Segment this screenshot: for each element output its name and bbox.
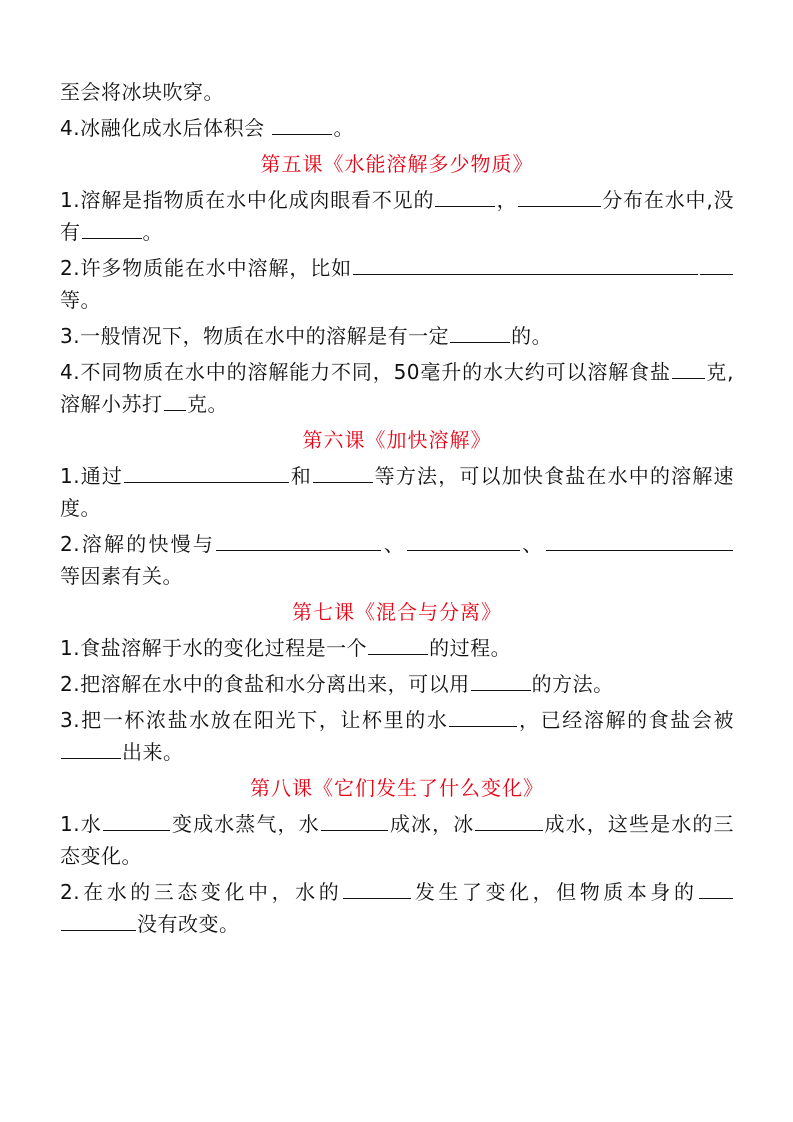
question-text [60, 460, 734, 524]
question-text [60, 76, 734, 108]
fill-blank[interactable] [321, 808, 389, 831]
text-segment: 2.把溶解在水中的食盐和水分离出来，可以用 [60, 672, 470, 696]
text-segment: 的过程。 [429, 636, 512, 660]
text-segment: 2.在水的三态变化中，水的 [60, 880, 343, 904]
question-text [60, 528, 734, 592]
fill-blank[interactable] [343, 876, 411, 899]
lesson-heading: 第六课《加快溶解》 [302, 428, 492, 452]
fill-blank[interactable] [61, 908, 136, 931]
question-text [60, 112, 734, 144]
text-segment: 变成水蒸气，水 [171, 812, 320, 836]
fill-blank[interactable] [313, 460, 373, 483]
question-text [60, 704, 734, 768]
text-segment: 3.把一杯浓盐水放在阳光下，让杯里的水 [60, 708, 449, 732]
text-segment: 、 [520, 532, 545, 556]
lesson-heading: 第七课《混合与分离》 [292, 600, 502, 624]
fill-blank[interactable] [124, 460, 289, 483]
text-segment: 的方法。 [531, 672, 614, 696]
text-segment: 发生了变化，但物质本身的 [411, 880, 698, 904]
fill-blank[interactable] [164, 388, 187, 411]
fill-blank[interactable] [103, 808, 171, 831]
question-text [60, 356, 734, 420]
fill-blank[interactable] [699, 876, 734, 899]
fill-blank[interactable] [471, 668, 531, 691]
text-segment: 成冰，冰 [389, 812, 475, 836]
text-segment: 等因素有关。 [60, 564, 183, 588]
text-segment: 成水，这些是水的三态变化。 [60, 812, 734, 868]
text-segment: 等。 [60, 288, 101, 312]
fill-blank[interactable] [368, 632, 428, 655]
text-segment: 克,溶解小苏打 [60, 360, 735, 416]
fill-blank[interactable] [546, 528, 734, 551]
question-text [60, 668, 734, 700]
text-segment: 的。 [511, 324, 553, 348]
text-segment: 1.水 [60, 812, 102, 836]
question-text [60, 184, 734, 248]
fill-blank[interactable] [700, 252, 733, 275]
text-segment: 、 [382, 532, 407, 556]
text-segment: 出来。 [122, 740, 184, 764]
text-segment: 克。 [187, 392, 228, 416]
text-segment: 等方法，可以加快食盐在水中的溶解速度。 [60, 464, 735, 520]
question-text [60, 252, 734, 316]
question-text [60, 320, 734, 352]
question-text [60, 632, 734, 664]
text-segment: 2.许多物质能在水中溶解，比如 [60, 256, 352, 280]
fill-blank[interactable] [475, 808, 543, 831]
text-segment: 4.冰融化成水后体积会 [60, 116, 272, 140]
text-segment: 4.不同物质在水中的溶解能力不同，50毫升的水大约可以溶解食盐 [60, 360, 671, 384]
fill-blank[interactable] [82, 216, 142, 239]
text-segment: 2.溶解的快慢与 [60, 532, 216, 556]
text-segment: 和 [290, 464, 312, 488]
text-segment: 1.食盐溶解于水的变化过程是一个 [60, 636, 368, 660]
fill-blank[interactable] [272, 112, 332, 135]
text-segment: 没有改变。 [137, 912, 240, 936]
lesson-heading: 第五课《水能溶解多少物质》 [260, 152, 534, 176]
text-segment: 。 [333, 116, 354, 140]
text-segment: 3.一般情况下，物质在水中的溶解是有一定 [60, 324, 450, 348]
question-text [60, 876, 734, 940]
text-segment: 至会将冰块吹穿。 [60, 80, 224, 104]
fill-blank[interactable] [672, 356, 705, 379]
fill-blank[interactable] [353, 252, 698, 275]
lesson-heading: 第八课《它们发生了什么变化》 [250, 776, 544, 800]
fill-blank[interactable] [407, 528, 520, 551]
document-page [60, 76, 734, 944]
fill-blank[interactable] [216, 528, 381, 551]
fill-blank[interactable] [450, 320, 510, 343]
text-segment: 。 [142, 220, 163, 244]
question-text [60, 808, 734, 872]
text-segment: ， [496, 188, 518, 212]
fill-blank[interactable] [61, 736, 121, 759]
text-segment: 分布在水中,没有 [60, 188, 734, 244]
text-segment: 1.溶解是指物质在水中化成肉眼看不见的 [60, 188, 435, 212]
fill-blank[interactable] [518, 184, 601, 207]
text-segment: 1.通过 [60, 464, 124, 488]
fill-blank[interactable] [449, 704, 517, 727]
text-segment: ，已经溶解的食盐会被 [517, 708, 734, 732]
fill-blank[interactable] [435, 184, 495, 207]
